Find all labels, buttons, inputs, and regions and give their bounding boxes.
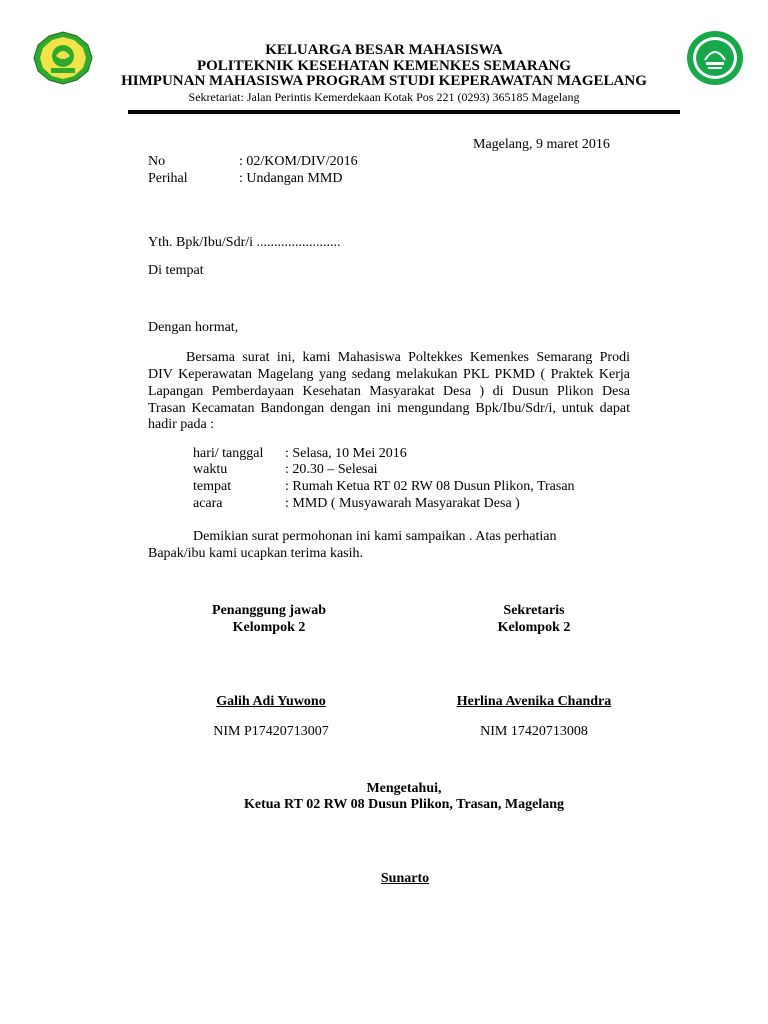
greeting: Dengan hormat, [148, 320, 239, 335]
sign-left-nim: NIM P17420713007 [213, 724, 329, 739]
closing-line-1: Demikian surat permohonan ini kami sampaikan . Atas perhatian [193, 529, 557, 544]
body-line-4: Trasan Kecamatan Bandongan dengan ini mengundang Bpk/Ibu/Sdr/i, untuk dapat [148, 401, 630, 416]
recipient-place: Di tempat [148, 263, 204, 278]
org-line-3: HIMPUNAN MAHASISWA PROGRAM STUDI KEPERAWATAN MAGELANG [121, 73, 647, 89]
detail-value-date: : Selasa, 10 Mei 2016 [285, 446, 407, 461]
detail-label-date: hari/ tanggal [193, 446, 264, 461]
detail-value-event: : MMD ( Musyawarah Masyarakat Desa ) [285, 496, 520, 511]
no-value: : 02/KOM/DIV/2016 [239, 154, 358, 169]
acknowledged-title: Ketua RT 02 RW 08 Dusun Plikon, Trasan, Magelang [243, 797, 565, 812]
detail-value-time: : 20.30 – Selesai [285, 462, 378, 477]
perihal-label: Perihal [148, 171, 188, 186]
sign-right-role: Sekretaris [503, 603, 565, 618]
perihal-value: : Undangan MMD [239, 171, 343, 186]
closing-line-2: Bapak/ibu kami ucapkan terima kasih. [148, 546, 363, 561]
body-line-5: hadir pada : [148, 417, 215, 432]
detail-value-place: : Rumah Ketua RT 02 RW 08 Dusun Plikon, Trasan [285, 479, 575, 494]
recipient: Yth. Bpk/Ibu/Sdr/i ........................ [148, 235, 341, 250]
detail-label-event: acara [193, 496, 223, 511]
org-line-1: KELUARGA BESAR MAHASISWA [265, 42, 503, 58]
sign-right-name: Herlina Avenika Chandra [456, 694, 612, 709]
acknowledged-label: Mengetahui, [366, 781, 442, 796]
detail-label-place: tempat [193, 479, 232, 494]
sign-left-group: Kelompok 2 [232, 620, 306, 635]
body-line-2: DIV Keperawatan Magelang yang sedang melakukan PKL PKMD ( Praktek Kerja [148, 367, 630, 382]
detail-label-time: waktu [193, 462, 228, 477]
body-line-3: Lapangan Pemberdayaan Kesehatan Masyarakat Desa ) di Dusun Plikon Desa [148, 384, 630, 399]
sign-left-role: Penanggung jawab [212, 603, 326, 618]
header-rule-thick [128, 110, 680, 114]
sign-left-name: Galih Adi Yuwono [216, 694, 326, 709]
no-label: No [148, 154, 166, 169]
acknowledged-name: Sunarto [380, 871, 430, 886]
sign-right-group: Kelompok 2 [497, 620, 571, 635]
place-date: Magelang, 9 maret 2016 [473, 137, 610, 152]
body-line-1: Bersama surat ini, kami Mahasiswa Poltekkes Kemenkes Semarang Prodi [186, 350, 630, 365]
org-address: Sekretariat: Jalan Perintis Kemerdekaan Kotak Pos 221 (0293) 365185 Magelang [188, 90, 580, 104]
sign-right-nim: NIM 17420713008 [480, 724, 588, 739]
org-line-2: POLITEKNIK KESEHATAN KEMENKES SEMARANG [196, 58, 572, 74]
